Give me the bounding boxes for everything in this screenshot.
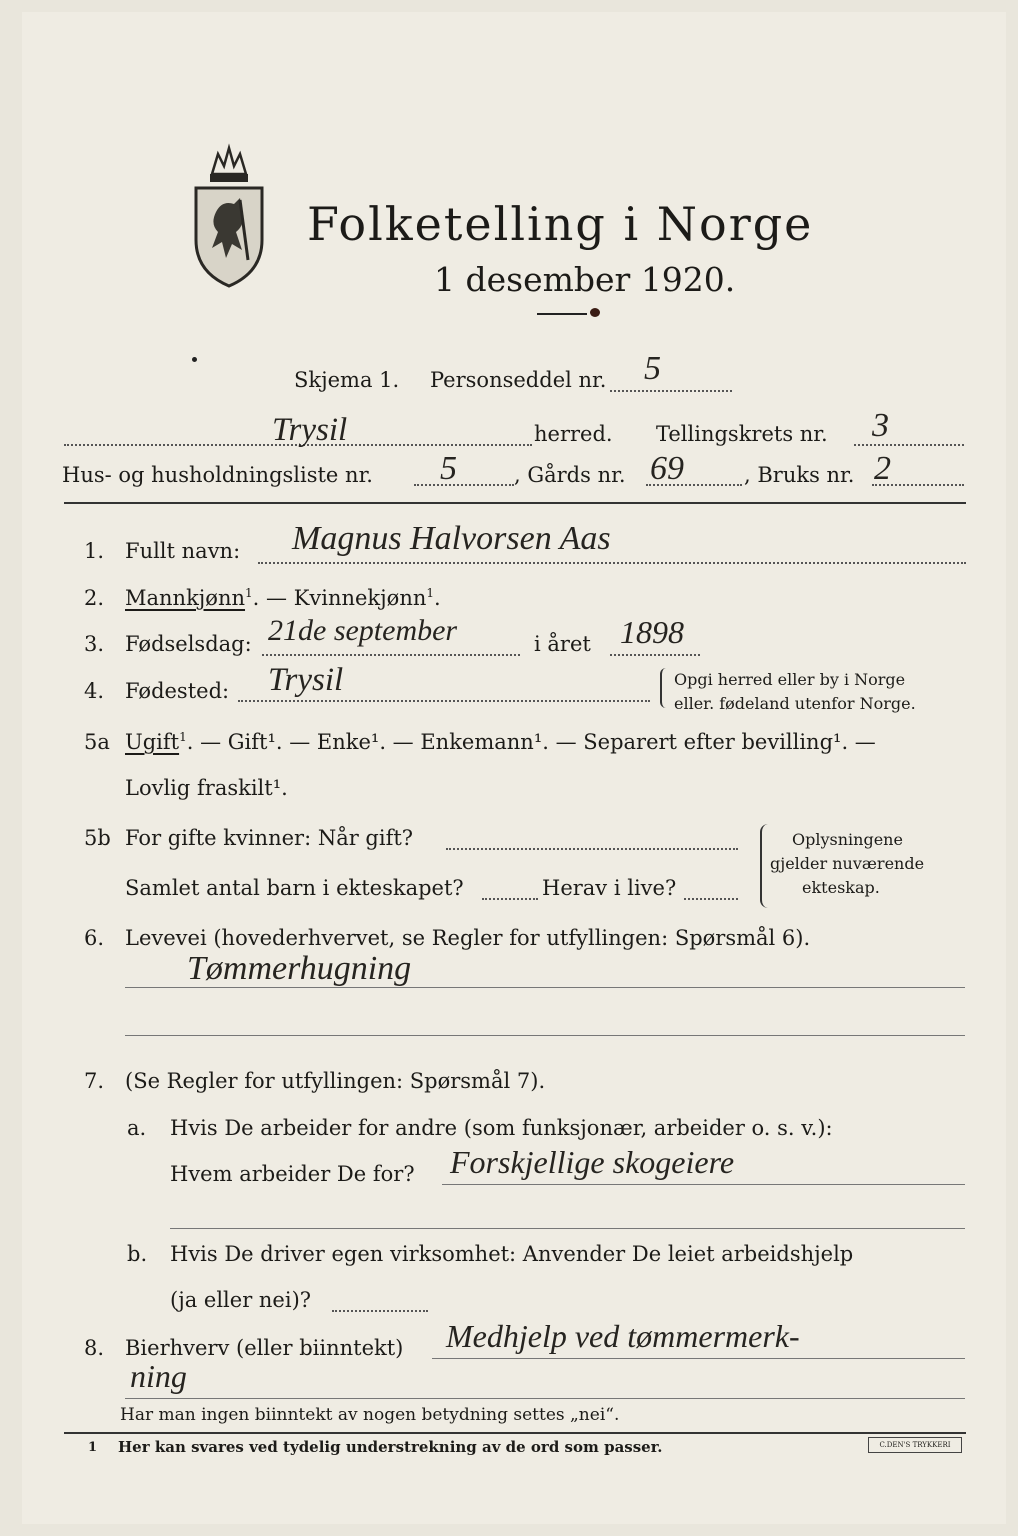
q7b-letter: b. bbox=[127, 1242, 148, 1266]
q7a-line-1 bbox=[442, 1184, 965, 1185]
birthday-value[interactable]: 21de september bbox=[268, 614, 458, 647]
gender-options: Mannkjønn$^1$. — Kvinnekjønn$^1$. bbox=[125, 586, 441, 610]
q3-label: Fødselsdag: bbox=[125, 632, 252, 656]
personseddel-line bbox=[610, 390, 732, 392]
q8-note: Har man ingen biinntekt av nogen betydning settes „nei“. bbox=[120, 1405, 620, 1425]
q5b-children-line bbox=[482, 898, 538, 900]
marital-status-options: Ugift$^1$. — Gift¹. — Enke¹. — Enkemann¹. — Separert efter bevilling¹. — bbox=[125, 730, 876, 754]
q7a-line-2 bbox=[170, 1228, 965, 1229]
birthplace-value[interactable]: Trysil bbox=[268, 662, 344, 698]
footer-divider bbox=[64, 1432, 966, 1434]
q5b-alive-line bbox=[684, 898, 738, 900]
q5b-bracket bbox=[760, 824, 770, 908]
gender-male[interactable]: Mannkjønn bbox=[125, 586, 246, 610]
status-ugift[interactable]: Ugift bbox=[125, 730, 180, 754]
q6-number: 6. bbox=[84, 926, 105, 950]
census-form bbox=[22, 12, 1006, 1524]
q8-label: Bierhverv (eller biinntekt) bbox=[125, 1336, 404, 1360]
note-bracket bbox=[660, 668, 670, 708]
full-name-value[interactable]: Magnus Halvorsen Aas bbox=[292, 520, 611, 557]
q8-line-1 bbox=[432, 1358, 965, 1359]
footnote-text: Her kan svares ved tydelig understrekning av de ord som passer. bbox=[118, 1438, 663, 1456]
q1-label: Fullt navn: bbox=[125, 539, 241, 563]
q5b-note-3: ekteskap. bbox=[802, 878, 880, 897]
q1-number: 1. bbox=[84, 539, 105, 563]
bruks-label: , Bruks nr. bbox=[744, 463, 855, 487]
q2-number: 2. bbox=[84, 586, 105, 610]
q5b-children: Samlet antal barn i ekteskapet? bbox=[125, 876, 464, 900]
q5b-when-line bbox=[446, 848, 738, 850]
q8-line-2 bbox=[125, 1398, 965, 1399]
employer-value[interactable]: Forskjellige skogeiere bbox=[450, 1144, 735, 1180]
q6-line-1 bbox=[125, 987, 965, 988]
gender-female[interactable]: Kvinnekjønn bbox=[293, 586, 427, 610]
personseddel-value[interactable]: 5 bbox=[644, 350, 661, 387]
q4-number: 4. bbox=[84, 679, 105, 703]
footnote-mark: 1 bbox=[88, 1440, 98, 1455]
q7b-line bbox=[332, 1310, 428, 1312]
q7a-text: Hvis De arbeider for andre (som funksjonær, arbeider o. s. v.): bbox=[170, 1116, 833, 1140]
ink-dot bbox=[590, 308, 600, 317]
q5b-alive: Herav i live? bbox=[542, 876, 677, 900]
birthplace-note-1: Opgi herred eller by i Norge bbox=[674, 670, 906, 689]
year-line bbox=[610, 654, 700, 656]
title-divider bbox=[537, 313, 587, 315]
q3-number: 3. bbox=[84, 632, 105, 656]
q4-label: Fødested: bbox=[125, 679, 230, 703]
personseddel-label: Personseddel nr. bbox=[430, 368, 607, 392]
norwegian-coat-of-arms-icon bbox=[188, 140, 270, 290]
status-lovlig-fraskilt[interactable]: Lovlig fraskilt¹. bbox=[125, 776, 288, 800]
tellingskrets-label: Tellingskrets nr. bbox=[656, 422, 828, 446]
q5a-number: 5a bbox=[84, 730, 110, 754]
hus-value[interactable]: 5 bbox=[440, 450, 457, 487]
schema-label: Skjema 1. bbox=[294, 368, 400, 392]
q7b-question: (ja eller nei)? bbox=[170, 1288, 312, 1312]
year-label: i året bbox=[534, 632, 591, 656]
printer-stamp: C.DEN'S TRYKKERI bbox=[868, 1437, 962, 1453]
q5b-note-1: Oplysningene bbox=[792, 830, 903, 849]
q5b-number: 5b bbox=[84, 826, 111, 850]
census-date: 1 desember 1920. bbox=[434, 260, 736, 299]
ink-dot-small bbox=[192, 357, 197, 362]
birthplace-note-2: eller. fødeland utenfor Norge. bbox=[674, 694, 916, 713]
hus-label: Hus- og husholdningsliste nr. bbox=[62, 463, 373, 487]
header-divider bbox=[64, 502, 966, 504]
birthday-line bbox=[262, 654, 520, 656]
q7-number: 7. bbox=[84, 1069, 105, 1093]
q1-line bbox=[258, 562, 966, 564]
side-income-value-2[interactable]: ning bbox=[130, 1358, 187, 1394]
q5b-when-married: For gifte kvinner: Når gift? bbox=[125, 826, 414, 850]
q7-label: (Se Regler for utfyllingen: Spørsmål 7). bbox=[125, 1069, 546, 1093]
tellingskrets-value[interactable]: 3 bbox=[872, 407, 889, 444]
birth-year-value[interactable]: 1898 bbox=[620, 614, 684, 650]
bruks-value[interactable]: 2 bbox=[874, 450, 891, 487]
q7a-question: Hvem arbeider De for? bbox=[170, 1162, 415, 1186]
birthplace-line bbox=[238, 700, 650, 702]
herred-value[interactable]: Trysil bbox=[272, 412, 348, 448]
q6-line-2 bbox=[125, 1035, 965, 1036]
hus-line bbox=[414, 484, 514, 486]
tellingskrets-line bbox=[854, 444, 964, 446]
gards-label: , Gårds nr. bbox=[514, 463, 626, 487]
q6-label: Levevei (hovederhvervet, se Regler for utfyllingen: Spørsmål 6). bbox=[125, 926, 811, 950]
herred-label: herred. bbox=[534, 422, 613, 446]
q8-number: 8. bbox=[84, 1336, 105, 1360]
gards-value[interactable]: 69 bbox=[650, 450, 684, 487]
q7a-letter: a. bbox=[127, 1116, 147, 1140]
side-income-value-1[interactable]: Medhjelp ved tømmermerk- bbox=[446, 1318, 800, 1354]
form-title: Folketelling i Norge bbox=[307, 197, 814, 251]
q5b-note-2: gjelder nuværende bbox=[770, 854, 925, 873]
q7b-text: Hvis De driver egen virksomhet: Anvender De leiet arbeidshjelp bbox=[170, 1242, 854, 1266]
occupation-value[interactable]: Tømmerhugning bbox=[187, 950, 412, 987]
